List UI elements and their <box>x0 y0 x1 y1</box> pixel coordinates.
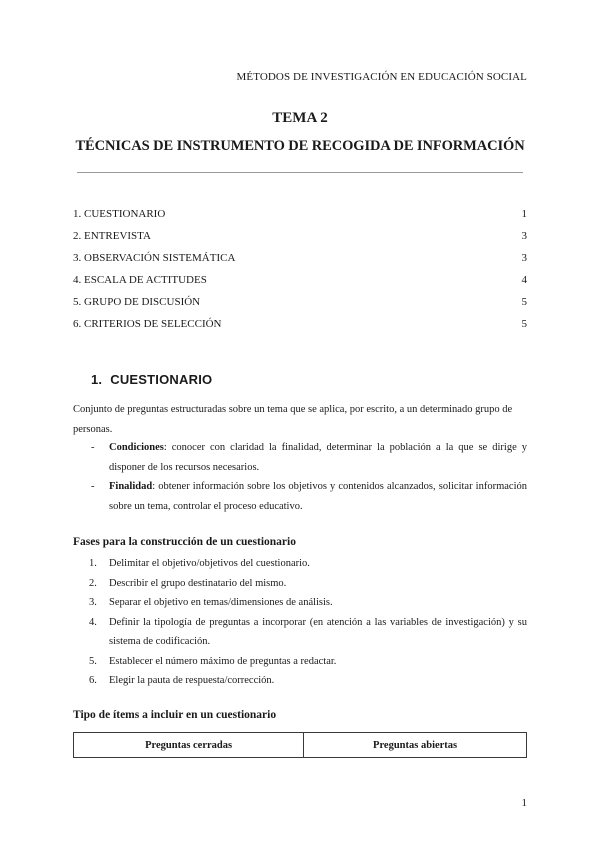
running-header: MÉTODOS DE INVESTIGACIÓN EN EDUCACIÓN SOCIAL <box>236 71 527 83</box>
toc-item-page: 3 <box>521 230 527 242</box>
phase-number: 6. <box>89 675 97 686</box>
toc-item-label: 6. CRITERIOS DE SELECCIÓN <box>73 318 222 330</box>
phase-number: 4. <box>89 616 97 628</box>
title-divider <box>77 172 523 173</box>
column-header-open: Preguntas abiertas <box>304 733 527 758</box>
items-table-heading: Tipo de ítems a incluir en un cuestionario <box>73 709 277 721</box>
tema-title: TEMA 2 <box>272 110 328 126</box>
toc-item[interactable] <box>73 313 527 335</box>
phase-text: Delimitar el objetivo/objetivos del cuestionario. <box>109 558 310 569</box>
phase-text: Elegir la pauta de respuesta/corrección. <box>109 675 275 686</box>
phase-text: Establecer el número máximo de preguntas a redactar. <box>109 655 337 667</box>
bullet-dash: - <box>91 481 95 492</box>
toc-item-page: 5 <box>521 318 527 330</box>
definition-term: Finalidad <box>109 481 153 492</box>
phase-item <box>73 574 527 594</box>
toc-item[interactable] <box>73 203 527 225</box>
table-of-contents <box>73 203 527 335</box>
phases-list <box>73 554 527 691</box>
definition-item <box>73 438 527 477</box>
definition-term: Condiciones <box>109 442 164 453</box>
toc-item[interactable] <box>73 291 527 313</box>
definition-text: : conocer con claridad la finalidad, determinar la población a la que se dirige y disponer de los recursos necesarios. <box>109 442 527 473</box>
title-block <box>73 108 527 156</box>
definition-text: : obtener información sobre los objetivos y contenidos alcanzados, solicitar información sobre un tema, controlar el proceso educativo. <box>109 481 527 512</box>
phase-item <box>73 613 527 652</box>
phase-item <box>73 554 527 574</box>
document-subtitle: TÉCNICAS DE INSTRUMENTO DE RECOGIDA DE INFORMACIÓN <box>75 138 525 154</box>
section-intro-paragraph: Conjunto de preguntas estructuradas sobre un tema que se aplica, por escrito, a un determinado grupo de personas. <box>73 404 513 435</box>
bullet-dash: - <box>91 442 95 453</box>
toc-item[interactable] <box>73 269 527 291</box>
toc-item-page: 5 <box>521 296 527 308</box>
toc-item-page: 1 <box>521 208 527 220</box>
phase-number: 1. <box>89 558 97 569</box>
toc-item[interactable] <box>73 225 527 247</box>
phase-text: Separar el objetivo en temas/dimensiones de análisis. <box>109 597 333 608</box>
toc-item[interactable] <box>73 247 527 269</box>
phase-number: 3. <box>89 597 97 608</box>
toc-item-label: 3. OBSERVACIÓN SISTEMÁTICA <box>73 252 236 264</box>
section-number: 1. <box>91 372 103 387</box>
toc-item-page: 4 <box>521 274 527 286</box>
section-title: CUESTIONARIO <box>110 372 213 387</box>
phase-item <box>73 652 527 672</box>
phase-text: Definir la tipología de preguntas a incorporar (en atención a las variables de investigación) y su sistema de codificación. <box>109 616 527 647</box>
toc-item-label: 2. ENTREVISTA <box>73 230 151 242</box>
toc-item-label: 5. GRUPO DE DISCUSIÓN <box>73 296 201 308</box>
definition-list <box>73 438 527 516</box>
phase-item <box>73 593 527 613</box>
page-number: 1 <box>521 797 527 809</box>
table-header-row <box>74 733 527 758</box>
phase-item <box>73 671 527 691</box>
toc-item-label: 1. CUESTIONARIO <box>73 208 166 220</box>
toc-item-page: 3 <box>521 252 527 264</box>
toc-item-label: 4. ESCALA DE ACTITUDES <box>73 274 207 286</box>
column-header-closed: Preguntas cerradas <box>74 733 304 758</box>
phase-number: 5. <box>89 655 97 667</box>
definition-item <box>73 477 527 516</box>
phases-heading: Fases para la construcción de un cuestionario <box>73 536 296 548</box>
items-table <box>73 732 527 758</box>
phase-number: 2. <box>89 577 97 589</box>
phase-text: Describir el grupo destinatario del mismo. <box>109 577 287 589</box>
section-heading-cuestionario <box>91 372 212 387</box>
